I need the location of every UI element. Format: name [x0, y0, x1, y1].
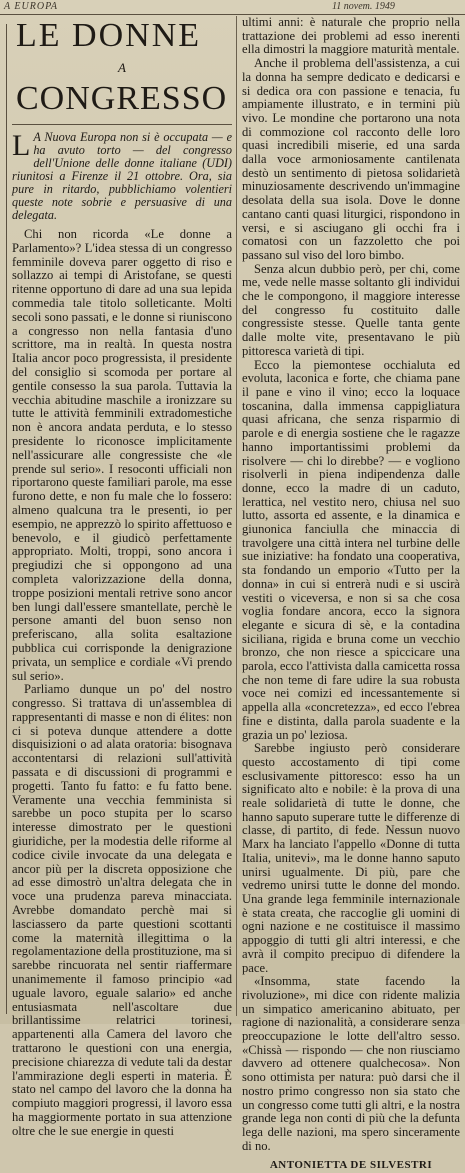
paragraph: Senza alcun dubbio però, per chi, come me, vede nelle masse soltanto gli individui che le compongono, il maggiore interesse del congresso fu costituito dalle congressiste stesse. Quelle tanta gente dalle molte vite, presentavano le più pittoresca varietà di tipi.: [242, 261, 460, 358]
running-head: [0, 0, 465, 14]
headline-rule: [12, 124, 232, 125]
left-column: [12, 17, 232, 1138]
left-border-rule: [6, 24, 7, 1014]
author-signature: ANTONIETTA DE SILVESTRI: [269, 1159, 433, 1172]
running-head-date: 11 novem. 1949: [332, 1, 395, 12]
paragraph: ultimi anni: è naturale che proprio nella trattazione dei problemi ad esso inerenti ella dimostri la maggiore maturità mentale.: [242, 15, 460, 57]
left-column-body: [12, 228, 232, 1139]
headline-line-2: A: [118, 60, 126, 75]
paragraph: Sarebbe ingiusto però considerare questo accostamento di tipi come esclusivamente pittoresco: esso ha un significato alto e nobile: è la prova di una reale solidarietà di tutte le donne, che hanno saputo superare tutte le differenze di classe, di partito, di fede. Nessun nuovo Marx ha lanciato l'appello «Donne di tutta Italia, unitevi», ma le donne hanno saputo unirsi ugualmente. Di più, pare che vedremo unirsi tutte le donne del mondo. Una grande lega femminile internazionale è stata creata, che raccoglie gli uomini di ogni nazione e ne costituisce il massimo appoggio di tutti gli altri interessi, e che avrà il compito precipuo di difendere la pace.: [242, 741, 460, 975]
paragraph: Parliamo dunque un po' del nostro congresso. Si trattava di un'assemblea di rappresentanti di masse e non di élites: non ci si poteva dunque attendere a dotte disquisizioni o ad alata oratoria: bisognava accontentarsi di relazioni sull'attività passata e di discussioni di programmi e progetti. Tanto fu fatto: e fu fatto bene. Veramente una vecchia femminista si sarebbe un poco stupita per lo scarso interesse dimostrato per le questioni giuridiche, per la modestia delle riforme al codice civile invocate da una delegata e ancor più per la discreta opposizione che ad esse dimostrò un'altra delegata che in voce una prudenza pareva minacciata. Avrebbe domandato perchè mai si lasciassero da parte questioni scottanti come la maternità illegittima o la regolamentazione della prostituzione, ma si sarebbe rincuorata nel sentir riaffermare unanimemente il famoso principio «ad uguale lavoro, eguale salario» ed anche entusiasmata nell'ascoltare due brillantissime relatrici torinesi, appartenenti alla Camera del lavoro che trattarono le questioni con una energia, precisione chiarezza di vedute tali da destar l'ammirazione degli esperti in materia. È stato nel campo del lavoro che la donna ha compiuto maggiori progressi, il lavoro essa ha maggiormente portato in sua attenzione oltre che le sue energie in questi: [12, 682, 232, 1138]
paragraph: Ecco la piemontese occhialuta ed evoluta, laconica e forte, che chiama pane il pane e vino il vino; ecco la loquace toscanina, dalla immensa cappigliatura quasi africana, che senza risparmio di parole e di energia sostiene che le ragazze hanno importantissimi problemi da risolvere — chi lo direbbe? — e vogliono risolverli in piena indipendenza dalle donne, ecco la madre di un caduto, lerattica, nel vestito nero, chiusa nel suo lutto, assorta ed assente, e la dinamica e giunonica fanciulla che minaccia di travolgere una città intera nel turbine delle sue iniziative: ha fondato una cooperativa, sta fondando un emporio «Tutto per la donna» in cui si entrerà nudi e si uscirà vestiti o viceversa, e non si sa che cosa voglia fondare ancora, ecco la signora elegante e sicura di sè, e la contadina siciliana, rigida e bruna come un vecchio bronzo, che non riesce a spiccicare una parola, ecco l'attivista dalla camicetta rossa che non teme di fare udire la sua robusta voce nei comizi ed incessantemente si appella alla «concretezza», ed ecco l'ebrea fine e distinta, dalla parola suadente e la grazia un po' leziosa.: [242, 357, 460, 742]
article-intro: [12, 131, 232, 222]
right-column-body: [242, 16, 460, 1173]
running-head-publication: A EUROPA: [4, 1, 59, 12]
article-headline: [12, 18, 232, 116]
right-column: [242, 15, 460, 1172]
headline-line-1: LE DONNE: [16, 17, 202, 54]
paragraph: Anche il problema dell'assistenza, a cui la donna ha sempre dedicato e dedicarsi e si dedica ora con passione e tenacia, fu ampiamente illustrato, e in termini più vivo. Le mondine che portarono una nota di commozione col racconto delle loro quasi incredibili miserie, ed una sarda dalla voce armoniosamente cantilenata destò un sentimento di pietosa solidarietà minuziosamente descrivendo un'immagine desolata della sua isola. Dove le donne cantano canti quasi liturgici, rispondono in versi, e si asciugano gli occhi fra i comatosi con un fazzoletto che poi passano sul viso del loro bimbo.: [242, 56, 460, 262]
paragraph: Chi non ricorda «Le donne a Parlamento»? L'idea stessa di un congresso femminile doveva parer oggetto di riso e sollazzo ai tempi di Aristofane, se questi ritenne opportuno di dare ad una sua lepida commedia tale titolo solleticante. Molti secoli sono passati, e le donne si riuniscono a congresso non nella fantasia d'uno scrittore, ma in realtà. In questa nostra Italia ancor poco progressista, il presidente del consiglio si scomoda per portare al gentile consesso la sua parola. Tuttavia la vecchia abitudine maschile a ironizzare su tutte le attività femminili extradomestiche non è ancora andata perduta, e lo stesso presidente lo riconosce implicitamente nell'assicurare alle congressiste che «le prende sul serio». I resoconti ufficiali non riportarono queste familiari parole, ma esse furono dette, e non fu male che lo fossero: almeno qualcuna tra le presenti, io per esempio, ne apprezzò lo spirito affettuoso e benevolo, e il giudicò perfettamente appropriato. Molti, troppi, sono ancora i pregiudizi che si oppongono ad una completa valorizzazione della donna, troppe posizioni mentali retrive sono ancor ben lungi dall'essere smantellate, perchè le persone amanti del buon senso non preferiscano, alla solita esaltazione pubblica cui corrisponde la denigrazione privata, un semplice e cordiale «Vi prendo sul serio».: [12, 227, 232, 683]
headline-line-3: CONGRESSO: [16, 80, 228, 117]
paragraph: «Insomma, state facendo la rivoluzione», mi dice con ridente malizia un simpatico americanino abituato, per ragione di nazionalità, a considerare senza preoccupazione le lotte dell'altro sesso. «Chissà — rispondo — che non riusciamo davvero ad ottenere qualchecosa». Non sono ottimista per natura: può darsi che il nostro primo congresso non sia stato che un congresso come tutti gli altri, e la nostra grande lega non conti di più che la defunta lega delle nazioni, ma spero sinceramente di no.: [242, 974, 460, 1153]
intro-dropcap: L: [12, 129, 31, 162]
intro-text: A Nuova Europa non si è occupata — e ha avuto torto — del congresso dell'Unione delle donne italiane (UDI) riunitosi a Firenze il 21 ottobre. Ora, sia pure in ritardo, pubblichiamo volentieri queste note sobrie e persuasive di una delegata.: [12, 130, 232, 222]
column-divider: [236, 16, 237, 1016]
